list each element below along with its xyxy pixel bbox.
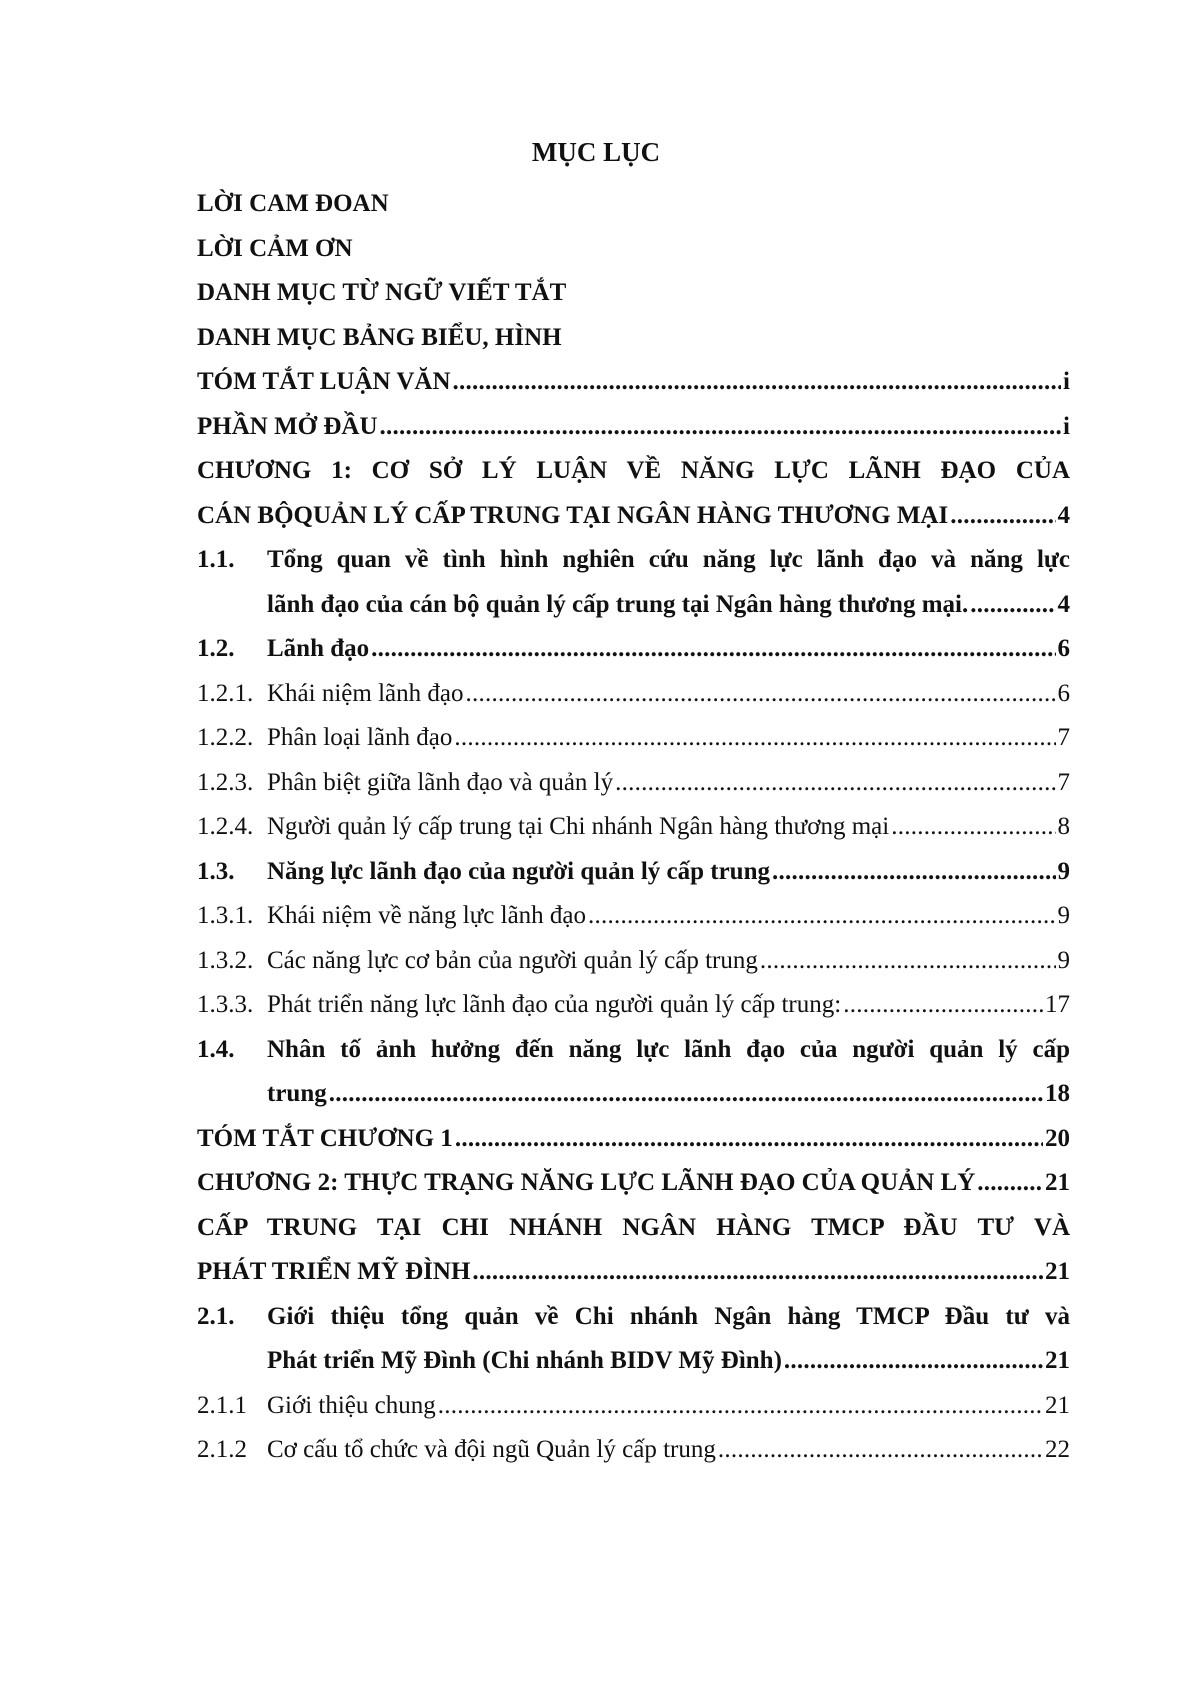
toc-entry-phan-mo-dau[interactable] (197, 405, 1070, 450)
toc-front-tables-figures (197, 316, 1070, 361)
toc-entry-chuong-2-line2[interactable] (197, 1206, 1070, 1251)
toc-page-number: i (1063, 368, 1070, 395)
toc-page-number: 22 (1045, 1436, 1070, 1463)
toc-entry-label: lãnh đạo của cán bộ quản lý cấp trung tại Ngân hàng thương mại. (267, 590, 969, 618)
section-number: 1.2.4. (197, 813, 254, 840)
toc-entry-1-2-3[interactable] (197, 761, 1070, 806)
dot-leader (891, 805, 1055, 850)
section-number: 1.2.1. (197, 679, 254, 707)
toc-entry-chuong-1-line2[interactable] (197, 494, 1070, 539)
toc-entry-label: Nhân tố ảnh hưởng đến năng lực lãnh đạo của người quản lý cấp (267, 1035, 1070, 1063)
toc-entry-label: PHÁT TRIỂN MỸ ĐÌNH (197, 1258, 471, 1285)
toc-entry-label: TÓM TẮT CHƯƠNG 1 (197, 1124, 453, 1152)
toc-front-label: DANH MỤC TỪ NGỮ VIẾT TẮT (197, 279, 567, 306)
section-number: 1.3.2. (197, 946, 254, 974)
section-number: 1.3. (197, 857, 235, 885)
toc-entry-1-3[interactable] (197, 850, 1070, 895)
toc-page-number: 6 (1057, 635, 1070, 662)
dot-leader (772, 850, 1056, 895)
toc-entry-label: CHƯƠNG 1: CƠ SỞ LÝ LUẬN VỀ NĂNG LỰC LÃNH ĐẠO CỦA (197, 457, 1070, 484)
toc-front-label: LỜI CAM ĐOAN (197, 190, 389, 217)
dot-leader (438, 1384, 1043, 1429)
toc-entry-label: TÓM TẮT LUẬN VĂN (197, 368, 451, 395)
dot-leader (615, 761, 1055, 806)
toc-entry-label: trung (267, 1080, 327, 1107)
toc-page-number: 21 (1045, 1347, 1070, 1374)
toc-entry-label: CẤP TRUNG TẠI CHI NHÁNH NGÂN HÀNG TMCP ĐẦU TƯ VÀ (197, 1213, 1070, 1241)
dot-leader (454, 716, 1055, 761)
toc-entry-tom-tat-luan-van[interactable] (197, 360, 1070, 405)
toc-entry-1-2-2[interactable] (197, 716, 1070, 761)
toc-entry-label: Phát triển Mỹ Đình (Chi nhánh BIDV Mỹ Đình) (267, 1347, 782, 1374)
dot-leader (465, 672, 1055, 717)
section-number: 1.2.2. (197, 724, 254, 751)
dot-leader (453, 360, 1062, 405)
toc-entry-1-4-line2[interactable] (197, 1072, 1070, 1117)
toc-page-number: 4 (1057, 501, 1070, 529)
toc-entry-label: Khái niệm về năng lực lãnh đạo (267, 902, 587, 929)
toc-front-abbreviations (197, 271, 1070, 316)
dot-leader (718, 1428, 1043, 1473)
toc-page-number: 9 (1057, 857, 1070, 885)
toc-entry-label: Phân biệt giữa lãnh đạo và quản lý (267, 768, 614, 796)
toc-page-number: 7 (1057, 768, 1070, 796)
toc-entry-1-4-line1[interactable] (197, 1028, 1070, 1073)
toc-page-number: 21 (1045, 1258, 1070, 1285)
section-number: 1.3.3. (197, 991, 254, 1018)
toc-entry-label: Cơ cấu tổ chức và đội ngũ Quản lý cấp trung (267, 1436, 716, 1463)
toc-entry-label: CÁN BỘQUẢN LÝ CẤP TRUNG TẠI NGÂN HÀNG THƯƠNG MẠI (197, 501, 949, 529)
toc-page-number: 21 (1045, 1391, 1070, 1419)
toc-front-label: DANH MỤC BẢNG BIỂU, HÌNH (197, 323, 562, 351)
toc-entry-label: PHẦN MỞ ĐẦU (197, 412, 378, 440)
toc-entry-label: Lãnh đạo (267, 635, 370, 662)
toc-entry-label: Giới thiệu tổng quản về Chi nhánh Ngân hàng TMCP Đầu tư và (267, 1302, 1070, 1330)
table-of-contents (197, 182, 1070, 1473)
toc-front-label: LỜI CẢM ƠN (197, 234, 353, 262)
toc-page-number: 4 (1057, 590, 1070, 618)
toc-page-number: 18 (1045, 1080, 1070, 1107)
toc-entry-2-1-line1[interactable] (197, 1295, 1070, 1340)
section-number: 1.2. (197, 635, 235, 662)
toc-entry-2-1-1[interactable] (197, 1384, 1070, 1429)
toc-entry-label: Các năng lực cơ bản của người quản lý cấp trung (267, 946, 758, 974)
section-number: 1.1. (197, 546, 235, 573)
toc-page-number: 17 (1045, 991, 1070, 1018)
toc-entry-label: Khái niệm lãnh đạo (267, 679, 464, 707)
toc-entry-label: Phát triển năng lực lãnh đạo của người quản lý cấp trung: (267, 991, 842, 1018)
toc-page-number: 6 (1057, 679, 1070, 707)
dot-leader (329, 1072, 1043, 1117)
toc-entry-1-3-2[interactable] (197, 939, 1070, 984)
dot-leader (784, 1339, 1043, 1384)
toc-entry-1-1-line1[interactable] (197, 538, 1070, 583)
section-number: 1.3.1. (197, 902, 254, 929)
toc-entry-1-3-1[interactable] (197, 894, 1070, 939)
section-number: 1.4. (197, 1035, 235, 1063)
dot-leader (380, 405, 1062, 450)
toc-entry-1-2-4[interactable] (197, 805, 1070, 850)
section-number: 2.1.2 (197, 1436, 247, 1463)
toc-entry-label: Người quản lý cấp trung tại Chi nhánh Ngân hàng thương mại (267, 813, 890, 840)
page-title: MỤC LỤC (531, 137, 661, 167)
dot-leader (977, 1161, 1043, 1206)
dot-leader (472, 1250, 1043, 1295)
section-number: 1.2.3. (197, 768, 254, 796)
toc-entry-1-3-3[interactable] (197, 983, 1070, 1028)
toc-entry-chuong-1-line1[interactable] (197, 449, 1070, 494)
dot-leader (950, 494, 1055, 539)
toc-entry-1-1-line2[interactable] (197, 583, 1070, 628)
dot-leader (588, 894, 1055, 939)
toc-page-number: i (1063, 412, 1070, 440)
toc-entry-chuong-2-line1[interactable] (197, 1161, 1070, 1206)
toc-front-loi-cam-doan (197, 182, 1070, 227)
dot-leader (371, 627, 1055, 672)
toc-page-number: 9 (1057, 902, 1070, 929)
toc-entry-label: Năng lực lãnh đạo của người quản lý cấp trung (267, 857, 770, 885)
toc-entry-1-2[interactable] (197, 627, 1070, 672)
toc-entry-label: Giới thiệu chung (267, 1391, 436, 1419)
toc-entry-2-1-2[interactable] (197, 1428, 1070, 1473)
toc-entry-chuong-2-line3[interactable] (197, 1250, 1070, 1295)
toc-entry-tom-tat-chuong-1[interactable] (197, 1117, 1070, 1162)
toc-page-number: 8 (1057, 813, 1070, 840)
dot-leader (455, 1117, 1043, 1162)
toc-entry-label: Tổng quan về tình hình nghiên cứu năng lực lãnh đạo và năng lực (267, 546, 1070, 573)
toc-entry-label: CHƯƠNG 2: THỰC TRẠNG NĂNG LỰC LÃNH ĐẠO CỦA QUẢN LÝ (197, 1169, 976, 1196)
toc-front-loi-cam-on (197, 227, 1070, 272)
toc-page-number: 9 (1057, 946, 1070, 974)
toc-page-number: 21 (1045, 1169, 1070, 1196)
toc-entry-1-2-1[interactable] (197, 672, 1070, 717)
section-number: 2.1. (197, 1302, 235, 1330)
toc-entry-label: Phân loại lãnh đạo (267, 724, 453, 751)
dot-leader (970, 583, 1055, 628)
dot-leader (760, 939, 1056, 984)
toc-page-number: 7 (1057, 724, 1070, 751)
toc-entry-2-1-line2[interactable] (197, 1339, 1070, 1384)
section-number: 2.1.1 (197, 1391, 247, 1419)
toc-page-number: 20 (1045, 1124, 1070, 1152)
dot-leader (843, 983, 1043, 1028)
